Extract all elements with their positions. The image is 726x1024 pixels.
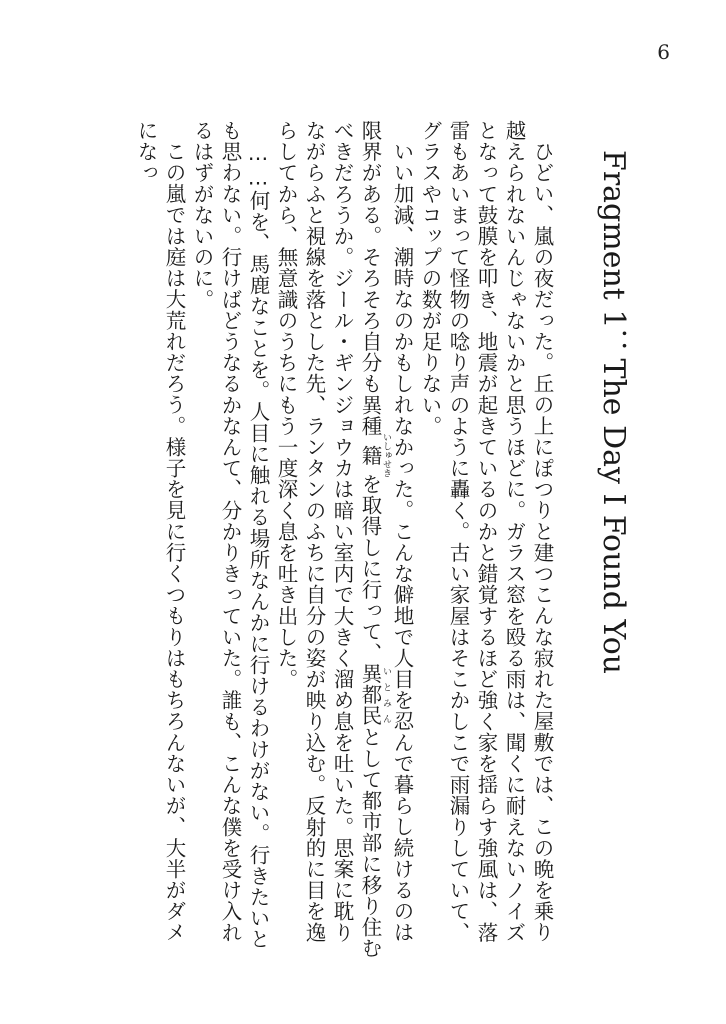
text-segment: を取得しに行って、 (358, 473, 382, 664)
ruby-reading: いしゅせき (381, 432, 391, 478)
ruby-base: 籍 (358, 432, 382, 478)
ruby-base: 異都民 (358, 663, 382, 727)
text-segment: この嵐では庭は大荒れだろう。様子を見に行くつもりはもちろんないが、大半がダメになっ (134, 120, 186, 943)
paragraph (272, 120, 416, 960)
paragraph (132, 120, 188, 960)
text-segment: として都市部に移り住むべきだろうか。ジール・ギンジョウカは暗い室内で大きく溜め息を吐いた。思案に耽りながらふと視線を落とした先、ランタンのふちに自分の姿が映り込む。反射的に目を逸らしてから、無意識のうちにもう一度深く息を吐き出した。 (274, 120, 382, 959)
ruby-annotation (358, 432, 391, 478)
text-segment: ひどい、嵐の夜だった。丘の上にぽつりと建つこんな寂れた屋敷では、この晩を乗り越えられないんじゃないかと思うほどに。ガラス窓を殴る雨は、聞くに耐えないノイズとなって鼓膜を叩き、地震が起きているのかと錯覚するほど強く家を揺らす強風は、落雷もあいまって怪物の唸り声のように轟く。古い家屋はそこかしこで雨漏りしていて、グラスやコップの数が足りない。 (418, 120, 554, 943)
text-segment: いい加減、潮時なのかもしれなかった。こんな僻地で人目を忍んで暮らし続けるのは限界がある。そろそろ自分も異種 (358, 120, 414, 943)
ruby-annotation (358, 663, 391, 727)
paragraph (416, 120, 556, 960)
body-text (132, 120, 556, 960)
ruby-reading: いとみん (381, 663, 391, 727)
paragraph (188, 120, 272, 960)
text-segment: ……何を、馬鹿なことを。人目に触れる場所なんかに行けるわけがない。行きたいとも思わない。行けばどうなるかなんて、分かりきっていた。誰も、こんな僕を受け入れるはずがないのに。 (190, 120, 270, 950)
page-number: 6 (657, 40, 670, 64)
chapter-title: Fragment 1：The Day I Found You (596, 150, 631, 675)
